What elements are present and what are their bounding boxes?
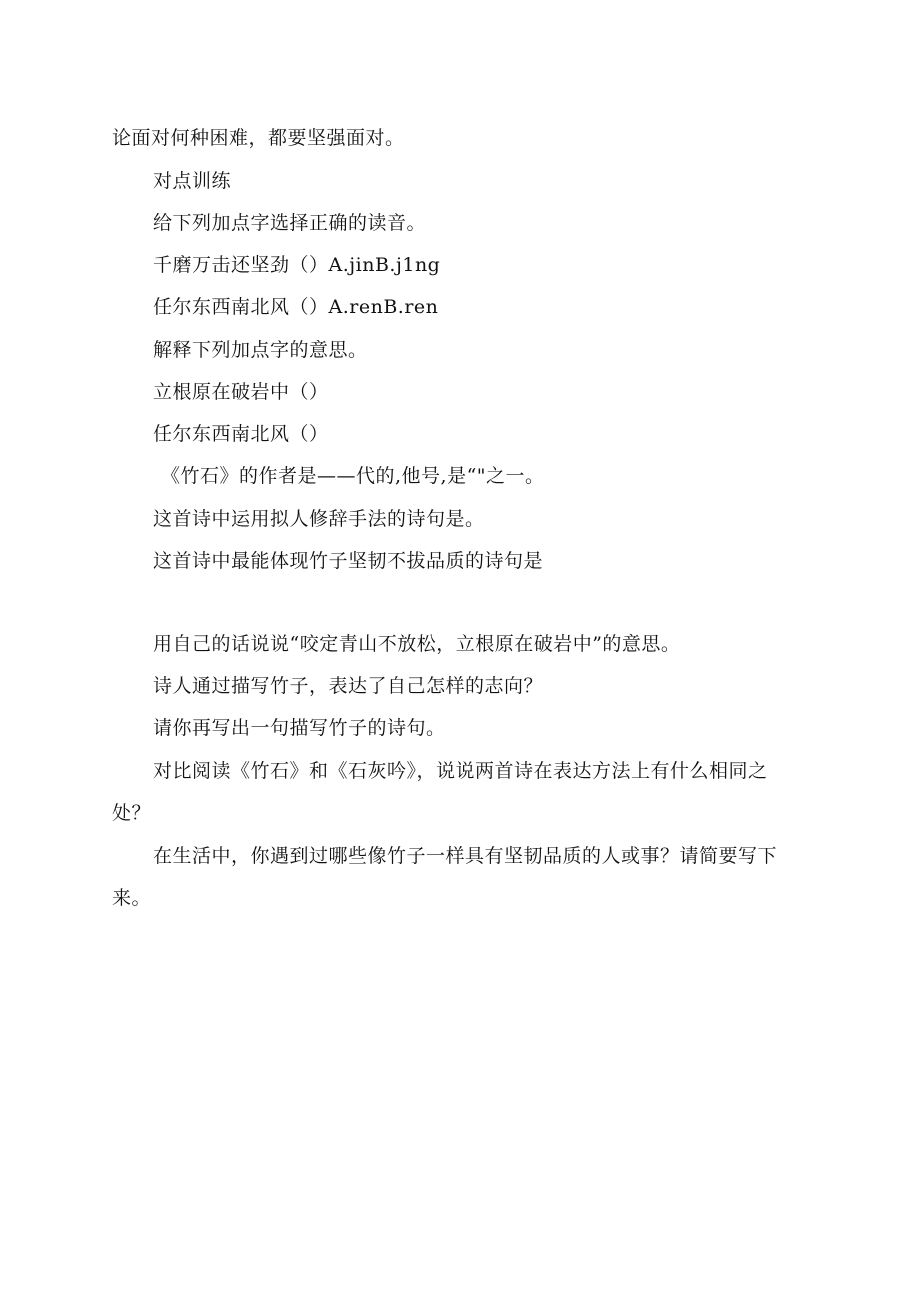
pronunciation-item-2: 任尔东西南北风（）A.renB.ren: [153, 296, 439, 318]
question-key-lines: 这首诗中最能体现竹子坚韧不拔品质的诗句是: [153, 550, 544, 572]
question-meaning: 解释下列加点字的意思。: [153, 339, 368, 361]
question-life: 在生活中，你遇到过哪些像竹子一样具有坚韧品质的人或事？请简要写下: [153, 845, 778, 867]
meaning-item-2: 任尔东西南北风（）: [153, 423, 329, 445]
question-personification: 这首诗中运用拟人修辞手法的诗句是。: [153, 508, 485, 530]
question-author: 《竹石》的作者是——代的,他号,是“"之一。: [161, 465, 545, 487]
question-life-cont: 来。: [112, 887, 152, 909]
question-compare: 对比阅读《竹石》和《石灰吟》，说说两首诗在表达方法上有什么相同之: [153, 760, 768, 782]
question-pronunciation: 给下列加点字选择正确的读音。: [153, 212, 427, 234]
meaning-item-1: 立根原在破岩中（）: [153, 381, 329, 403]
text-line-continuation: 论面对何种困难，都要坚强面对。: [112, 127, 405, 149]
question-another-poem: 请你再写出一句描写竹子的诗句。: [153, 717, 446, 739]
section-heading: 对点训练: [153, 170, 232, 192]
question-aspiration: 诗人通过描写竹子，表达了自己怎样的志向？: [153, 675, 544, 697]
pronunciation-item-1: 千磨万击还坚劲（）A.jinB.j1ng: [153, 254, 441, 276]
question-compare-cont: 处？: [112, 802, 152, 824]
question-own-words: 用自己的话说说“咬定青山不放松，立根原在破岩中”的意思。: [153, 633, 681, 655]
